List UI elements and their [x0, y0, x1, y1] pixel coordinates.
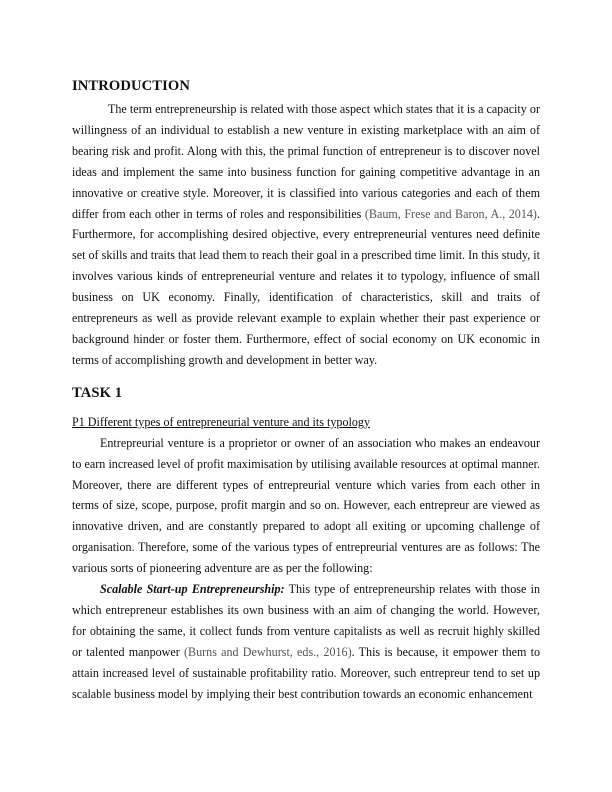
scalable-startup-term: Scalable Start-up Entrepreneurship: — [100, 582, 285, 597]
task1-paragraph-2 — [72, 579, 540, 704]
task1-paragraph-2-part1: This type of entrepreneurship relates with those in which entrepreneur establishes its own business with an aim of changing the world. However, for obtaining the same, it collect funds from venture capitalists as well as recruit highly skilled or talented manpower — [72, 582, 540, 659]
task1-paragraph-1: Entrepreurial venture is a proprietor or owner of an association who makes an endeavour to earn increased level of profit maximisation by utilising available resources at optimal manner. Moreover, there are different types of entrepreurial venture which varies from each other in terms of size, scope, purpose, profit margin and so on. However, each entrepreur are viewed as innovative driven, and are constantly prepared to adopt all exiting or upcoming challenge of organisation. Therefore, some of the various types of entrepreurial ventures are as follows: The various sorts of pioneering adventure are as per the following: — [72, 435, 540, 576]
introduction-heading: INTRODUCTION — [72, 78, 190, 94]
introduction-text-part2: . Furthermore, for accomplishing desired objective, every entrepreneurial ventures need definite set of skills and traits that lead them to reach their goal in a prescribed time limit. In this study, it involves various kinds of entrepreneurial venture and relates it to typology, influence of small business on UK economy. Finally, identification of characteristics, skill and traits of entrepreneurs as well as provide relevant example to explain whether their past experience or background hinder or foster them. Furthermore, effect of social economy on UK economic in terms of accomplishing growth and development in better way. — [72, 206, 540, 367]
task1-paragraph-2-part2: . This is because, it empower them to attain increased level of sustainable profitability ratio. Moreover, such entrepreur tend to set up scalable business model by implying their best contribution towards an economic enhancement — [72, 644, 541, 701]
introduction-text-part1: The term entrepreneurship is related with those aspect which states that it is a capacity or willingness of an individual to establish a new venture in existing marketplace with an aim of bearing risk and profit. Along with this, the primal function of entrepreneur is to discover novel ideas and implement the same into business function for gaining competitive advantage in an innovative or creative style. Moreover, it is classified into various categories and each of them differ from each other in terms of roles and responsibilities — [72, 102, 540, 221]
document-page — [72, 76, 540, 704]
introduction-paragraph — [72, 99, 540, 371]
task1-heading: TASK 1 — [72, 384, 123, 401]
task1-paragraph-2-citation: (Burns and Dewhurst, eds., 2016) — [184, 644, 352, 659]
task1-subheading-text: P1 Different types of entrepreneurial venture and its typology — [72, 414, 371, 429]
introduction-citation: (Baum, Frese and Baron, A., 2014) — [364, 206, 537, 221]
task1-subheading — [72, 412, 540, 433]
